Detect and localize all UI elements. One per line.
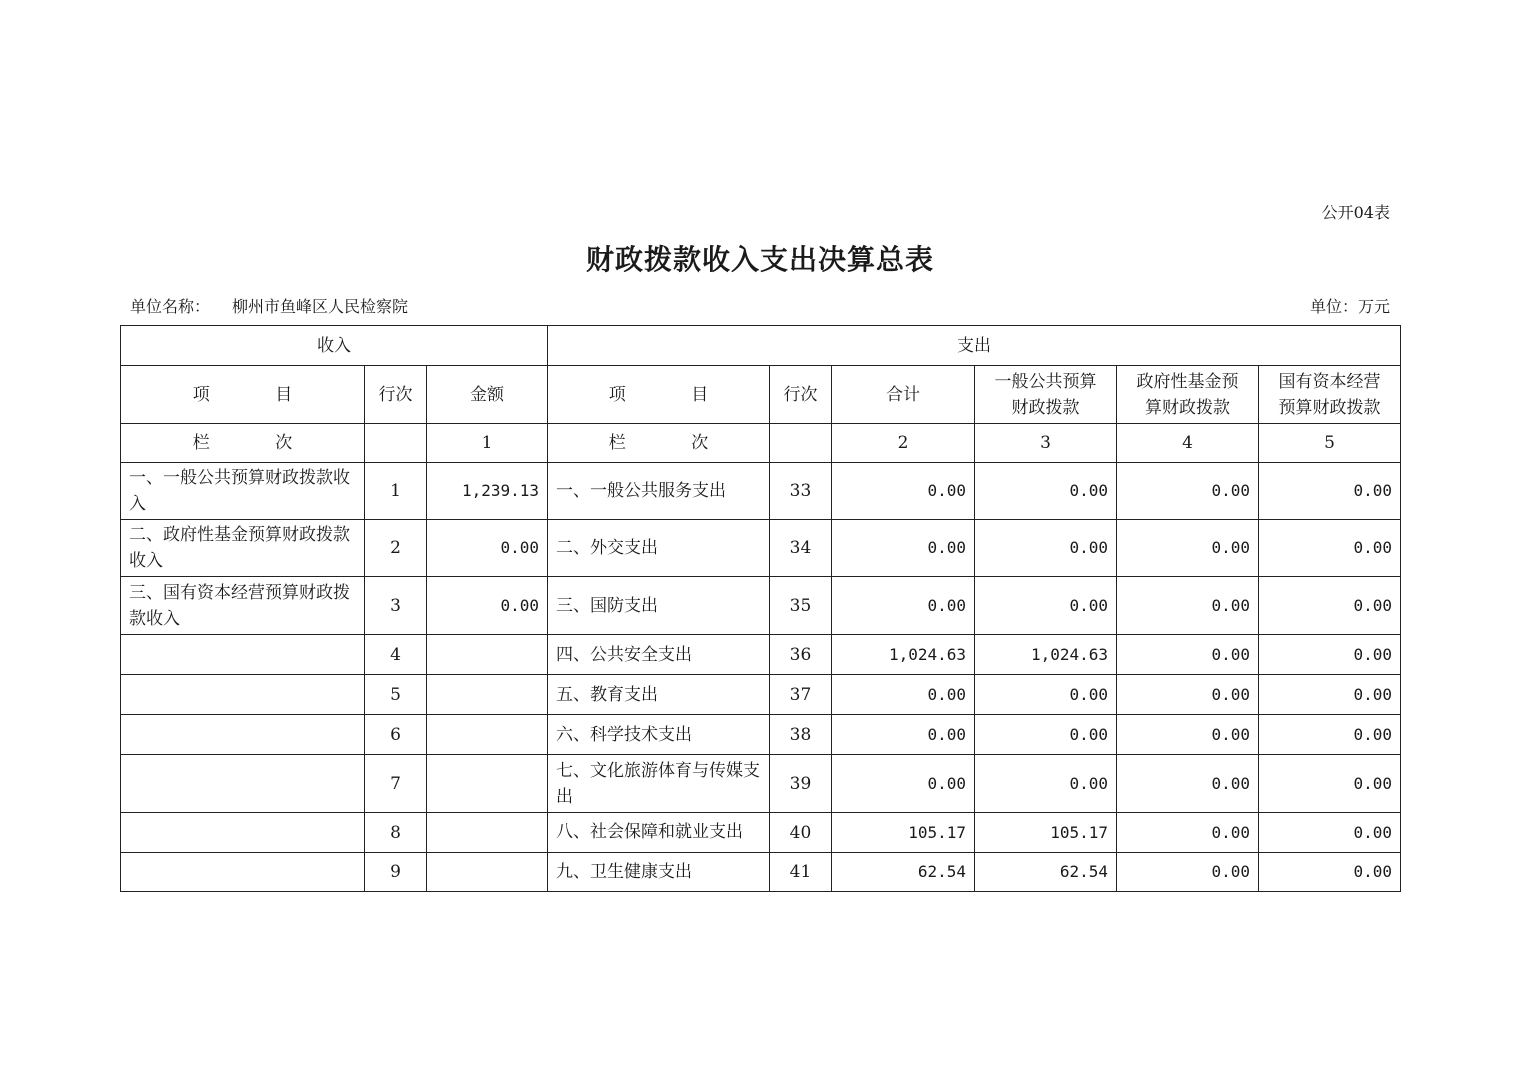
expense-item: 九、卫生健康支出 [548,853,770,892]
state-value: 0.00 [1259,813,1401,853]
general-value: 0.00 [975,463,1117,520]
income-row-no: 3 [365,577,427,635]
org-name: 柳州市鱼峰区人民检察院 [232,297,409,316]
income-amount [427,635,548,675]
income-row-no: 2 [365,520,427,577]
income-amount [427,715,548,755]
income-amount [427,813,548,853]
income-amount [427,675,548,715]
state-value: 0.00 [1259,577,1401,635]
income-amount: 0.00 [427,520,548,577]
expense-row-no: 33 [770,463,832,520]
fund-value: 0.00 [1117,813,1259,853]
column-header-row [121,366,1401,424]
income-item [121,813,365,853]
state-value: 0.00 [1259,635,1401,675]
state-capital-header-line1: 国有资本经营 [1278,371,1381,392]
general-value: 62.54 [975,853,1117,892]
gov-fund-header-line1: 政府性基金预 [1136,371,1239,392]
total-value: 0.00 [832,520,975,577]
expense-row-no: 35 [770,577,832,635]
income-row-no: 7 [365,755,427,813]
unit-label: 单位：万元 [1309,297,1390,316]
income-item: 三、国有资本经营预算财政拨款收入 [121,577,365,635]
expense-row-no: 41 [770,853,832,892]
income-item [121,715,365,755]
expense-section-header: 支出 [548,326,1401,366]
income-amount [427,853,548,892]
expense-index-label: 栏 次 [548,424,770,463]
income-index-empty [365,424,427,463]
budget-table [120,325,1401,892]
org-label: 单位名称： [130,297,211,316]
expense-row-no: 38 [770,715,832,755]
income-row-no: 6 [365,715,427,755]
fund-value: 0.00 [1117,463,1259,520]
expense-item-header: 项 目 [548,366,770,424]
income-item [121,755,365,813]
total-value: 0.00 [832,463,975,520]
index-state: 5 [1259,424,1401,463]
section-header-row [121,326,1401,366]
expense-row-no: 39 [770,755,832,813]
table-row [121,520,1401,577]
expense-item: 八、社会保障和就业支出 [548,813,770,853]
fund-value: 0.00 [1117,635,1259,675]
expense-item: 七、文化旅游体育与传媒支出 [548,755,770,813]
income-index-amount: 1 [427,424,548,463]
general-budget-header-line1: 一般公共预算 [994,371,1097,392]
expense-index-empty [770,424,832,463]
general-value: 0.00 [975,520,1117,577]
expense-item: 二、外交支出 [548,520,770,577]
table-row [121,577,1401,635]
income-amount [427,755,548,813]
income-row-no-header: 行次 [365,366,427,424]
income-item: 二、政府性基金预算财政拨款收入 [121,520,365,577]
total-value: 0.00 [832,577,975,635]
general-value: 0.00 [975,755,1117,813]
state-capital-header [1259,366,1401,424]
fund-value: 0.00 [1117,520,1259,577]
table-row [121,853,1401,892]
fund-value: 0.00 [1117,675,1259,715]
expense-row-no-header: 行次 [770,366,832,424]
general-value: 1,024.63 [975,635,1117,675]
state-value: 0.00 [1259,463,1401,520]
total-value: 0.00 [832,675,975,715]
income-row-no: 1 [365,463,427,520]
total-value: 105.17 [832,813,975,853]
general-value: 0.00 [975,675,1117,715]
table-row [121,675,1401,715]
income-amount: 1,239.13 [427,463,548,520]
table-row [121,813,1401,853]
state-value: 0.00 [1259,675,1401,715]
total-value: 62.54 [832,853,975,892]
income-section-header: 收入 [121,326,548,366]
income-amount-header: 金额 [427,366,548,424]
fund-value: 0.00 [1117,853,1259,892]
general-budget-header [975,366,1117,424]
income-index-label: 栏 次 [121,424,365,463]
state-value: 0.00 [1259,853,1401,892]
gov-fund-header [1117,366,1259,424]
income-item [121,853,365,892]
income-item: 一、一般公共预算财政拨款收入 [121,463,365,520]
total-header: 合计 [832,366,975,424]
general-value: 105.17 [975,813,1117,853]
page-title: 财政拨款收入支出决算总表 [585,243,934,276]
gov-fund-header-line2: 算财政拨款 [1145,397,1230,418]
state-value: 0.00 [1259,755,1401,813]
expense-row-no: 36 [770,635,832,675]
state-capital-header-line2: 预算财政拨款 [1278,397,1381,418]
expense-row-no: 40 [770,813,832,853]
income-item [121,635,365,675]
income-item [121,675,365,715]
expense-item: 六、科学技术支出 [548,715,770,755]
fund-value: 0.00 [1117,715,1259,755]
form-number: 公开04表 [1321,203,1390,222]
expense-item: 五、教育支出 [548,675,770,715]
expense-row-no: 34 [770,520,832,577]
income-row-no: 9 [365,853,427,892]
total-value: 0.00 [832,715,975,755]
table-row [121,715,1401,755]
table-row [121,463,1401,520]
state-value: 0.00 [1259,715,1401,755]
expense-row-no: 37 [770,675,832,715]
income-item-header: 项 目 [121,366,365,424]
expense-item: 三、国防支出 [548,577,770,635]
expense-item: 四、公共安全支出 [548,635,770,675]
income-row-no: 5 [365,675,427,715]
fund-value: 0.00 [1117,577,1259,635]
income-row-no: 8 [365,813,427,853]
index-total: 2 [832,424,975,463]
index-general: 3 [975,424,1117,463]
total-value: 1,024.63 [832,635,975,675]
unit-line [130,294,1390,317]
general-budget-header-line2: 财政拨款 [1011,397,1080,418]
general-value: 0.00 [975,577,1117,635]
table-row [121,755,1401,813]
table-row [121,635,1401,675]
column-index-row [121,424,1401,463]
expense-item: 一、一般公共服务支出 [548,463,770,520]
income-row-no: 4 [365,635,427,675]
income-amount: 0.00 [427,577,548,635]
total-value: 0.00 [832,755,975,813]
index-fund: 4 [1117,424,1259,463]
general-value: 0.00 [975,715,1117,755]
state-value: 0.00 [1259,520,1401,577]
fund-value: 0.00 [1117,755,1259,813]
